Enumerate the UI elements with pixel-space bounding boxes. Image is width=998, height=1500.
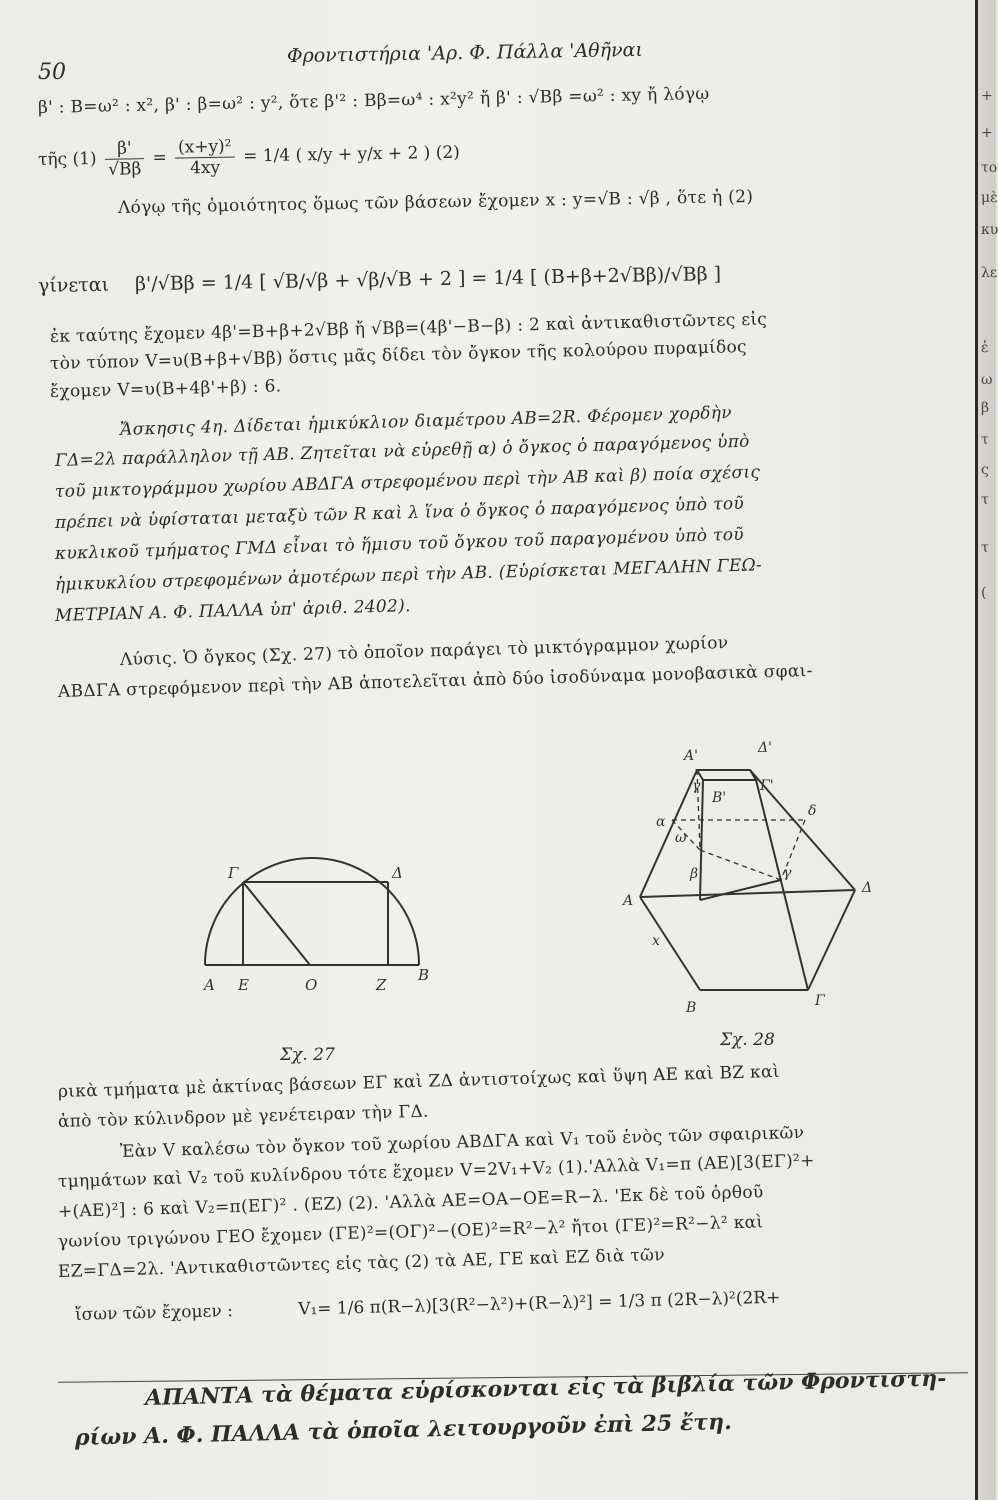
- fig27-label: Ο: [305, 976, 318, 994]
- similarity-line: Λόγῳ τῆς ὁμοιότητος ὅμως τῶν βάσεων ἔχομεν x : y=√Β : √β , ὅτε ἡ (2): [117, 186, 754, 218]
- text-line: ρικὰ τμήματα μὲ ἀκτίνας βάσεων ΕΓ καὶ ΖΔ ἀντιστοίχως καὶ ὕψη ΑΕ καὶ ΒΖ καὶ: [57, 1061, 780, 1102]
- fig28-label: γ: [692, 778, 701, 794]
- fig28-label: Β: [686, 1000, 697, 1016]
- text-line: γωνίου τριγώνου ΓΕΟ ἔχομεν (ΓΕ)²=(ΟΓ)²−(ΟΕ)²=R²−λ² ἤτοι (ΓΕ)²=R²−λ² καὶ: [57, 1212, 764, 1252]
- fig28-label: α: [656, 814, 666, 830]
- margin-fragment: β: [981, 400, 990, 416]
- text-line: ΕΖ=ΓΔ=2λ. 'Αντικαθιστῶντες εἰς τὰς (2) τὰ ΑΕ, ΓΕ καὶ ΕΖ διὰ τῶν: [57, 1245, 666, 1282]
- exercise-line: κυκλικοῦ τμήματος ΓΜΔ εἶναι τὸ ἥμισυ τοῦ ὄγκου τοῦ παραγομένου ὑπὸ τοῦ: [54, 524, 745, 564]
- text-line: τμημάτων καὶ V₂ τοῦ κυλίνδρου τότε ἔχομεν V=2V₁+V₂ (1).'Αλλὰ V₁=π (ΑΕ)[3(ΕΓ)²+: [57, 1150, 815, 1192]
- margin-fragment: κυ: [981, 222, 998, 238]
- exercise-line: πρέπει νὰ ὑφίσταται μεταξὺ τῶν R καὶ λ ἵνα ὁ ὄγκος ὁ παραγόμενος ὑπὸ τοῦ: [54, 493, 745, 533]
- margin-fragment: τo: [981, 160, 998, 176]
- margin-fragment: τ: [981, 432, 989, 448]
- equation-2-body: β'/√Ββ = 1/4 [ √Β/√β + √β/√Β + 2 ] = 1/4 [ (Β+β+2√Ββ)/√Ββ ]: [134, 263, 722, 296]
- fig27-label: Ε: [238, 976, 249, 994]
- fig27-label: Ζ: [376, 976, 387, 994]
- fig28-label: Α': [684, 748, 698, 764]
- fig28-label: Β': [712, 790, 727, 806]
- text-line: τὸν τύπον V=υ(Β+β+√Ββ) ὅστις μᾶς δίδει τὸν ὄγκον τῆς κολούρου πυραμίδος: [49, 336, 748, 374]
- margin-fragment: τ: [981, 540, 989, 556]
- equation-1-tail: = 1/4 ( x/y + y/x + 2 ) (2): [242, 142, 460, 167]
- margin-fragment: (: [981, 585, 987, 601]
- exercise-line: ΓΔ=2λ παράλληλον τῇ ΑΒ. Ζητεῖται νὰ εὑρεθῇ α) ὁ ὄγκος ὁ παραγόμενος ὑπὸ: [54, 431, 750, 471]
- fraction: [105, 138, 145, 180]
- equation-1: τῆς (1) $\frac{\beta'}{√B\beta}$ = $\frac{\text{(x+y)²}}{4xy}$ = 1/4 ( x/y + y/x + 2 ) (2): [37, 136, 460, 180]
- fig28-label: γ: [783, 865, 792, 881]
- adjacent-page-edge: [975, 0, 996, 1500]
- footer-line: ΑΠΑΝΤΑ τὰ θέματα εὑρίσκονται εἰς τὰ βιβλία τῶν Φροντιστη-: [144, 1365, 947, 1411]
- exercise-line: Ἄσκησις 4η. Δίδεται ἡμικύκλιον διαμέτρου ΑΒ=2R. Φέρομεν χορδὴν: [119, 402, 733, 440]
- page-number: 50: [38, 60, 66, 85]
- figure-28-caption: Σχ. 28: [720, 1030, 775, 1050]
- equation-3-lead: ἴσων τῶν ἔχομεν :: [74, 1301, 234, 1325]
- text-line: ἐκ ταύτης ἔχομεν 4β'=Β+β+2√Ββ ἤ √Ββ=(4β'−Β−β) : 2 καὶ ἀντικαθιστῶντες εἰς: [49, 309, 768, 347]
- fig27-label: Δ: [392, 864, 403, 882]
- fig28-label: Δ: [862, 880, 873, 896]
- equation-2-lead: γίνεται: [37, 273, 110, 297]
- exercise-line: ΜΕΤΡΙΑΝ Α. Φ. ΠΑΛΛΑ ὑπ' ἀριθ. 2402).: [54, 596, 412, 626]
- fig28-label: x: [652, 933, 660, 949]
- text-line: Ἐὰν V καλέσω τὸν ὄγκον τοῦ χωρίου ΑΒΔΓΑ καὶ V₁ τοῦ ἑνὸς τῶν σφαιρικῶν: [119, 1122, 805, 1162]
- footer-line: ρίων Α. Φ. ΠΑΛΛΑ τὰ ὁποῖα λειτουργοῦν ἐπὶ 25 ἔτη.: [74, 1408, 733, 1451]
- denominator: 4xy: [189, 157, 221, 179]
- margin-fragment: λε: [981, 265, 998, 281]
- exercise-line: τοῦ μικτογράμμου χωρίου ΑΒΔΓΑ στρεφομένου περὶ τὴν ΑΒ καὶ β) ποία σχέσις: [54, 462, 761, 502]
- margin-fragment: ω: [981, 372, 993, 388]
- fig27-label: Β: [418, 966, 430, 984]
- fig27-label: Α: [204, 976, 215, 994]
- fig28-label: Γ': [760, 778, 774, 794]
- denominator: √Ββ: [108, 159, 142, 180]
- fig28-label: Α: [623, 893, 634, 909]
- ratio-line: β' : Β=ω² : x², β' : β=ω² : y², ὅτε β'² : Ββ=ω⁴ : x²y² ἤ β' : √Ββ =ω² : xy ἤ λόγῳ: [37, 83, 710, 118]
- text-line: ἔχομεν V=υ(Β+4β'+β) : 6.: [49, 376, 282, 402]
- exercise-line: ἡμικυκλίου στρεφομένων ἀμοτέρων περὶ τὴν ΑΒ. (Εὑρίσκεται ΜΕΓΑΛΗΝ ΓΕΩ-: [54, 555, 763, 595]
- solution-line: Λύσις. Ὁ ὄγκος (Σχ. 27) τὸ ὁποῖον παράγει τὸ μικτόγραμμον χωρίον: [119, 633, 729, 670]
- equation-1-lead: τῆς (1): [37, 148, 97, 170]
- fig28-label: Γ: [815, 993, 825, 1009]
- margin-fragment: +: [981, 125, 993, 141]
- fraction: [175, 137, 235, 179]
- fig28-label: β: [690, 866, 699, 882]
- fig28-label: δ: [808, 803, 817, 819]
- margin-fragment: ς: [981, 462, 989, 478]
- solution-line: ΑΒΔΓΑ στρεφόμενον περὶ τὴν ΑΒ ἀποτελεῖται ἀπὸ δύο ἰσοδύναμα μονοβασικὰ σφαι-: [57, 660, 813, 702]
- margin-fragment: +: [981, 88, 993, 104]
- margin-fragment: ἐ: [981, 340, 989, 356]
- numerator: β': [105, 138, 145, 160]
- fig28-label: Δ': [758, 740, 772, 756]
- numerator: (x+y)²: [175, 137, 235, 159]
- margin-fragment: τ: [981, 492, 989, 508]
- text-line: +(ΑΕ)²] : 6 καὶ V₂=π(ΕΓ)² . (ΕΖ) (2). 'Αλλὰ ΑΕ=ΟΑ−ΟΕ=R−λ. 'Εκ δὲ τοῦ ὀρθοῦ: [57, 1182, 764, 1222]
- equation-3-body: V₁= 1/6 π(R−λ)[3(R²−λ²)+(R−λ)²] = 1/3 π (2R−λ)²(2R+: [297, 1287, 781, 1320]
- fig27-label: Γ: [228, 864, 239, 882]
- running-header: Φροντιστήρια 'Αρ. Φ. Πάλλα 'Αθῆναι: [286, 38, 644, 68]
- text-line: ἀπὸ τὸν κύλινδρον μὲ γενέτειραν τὴν ΓΔ.: [57, 1101, 430, 1132]
- fig28-label: ω: [675, 830, 687, 846]
- figure-27-caption: Σχ. 27: [280, 1045, 335, 1065]
- margin-fragment: μὲ: [981, 190, 998, 206]
